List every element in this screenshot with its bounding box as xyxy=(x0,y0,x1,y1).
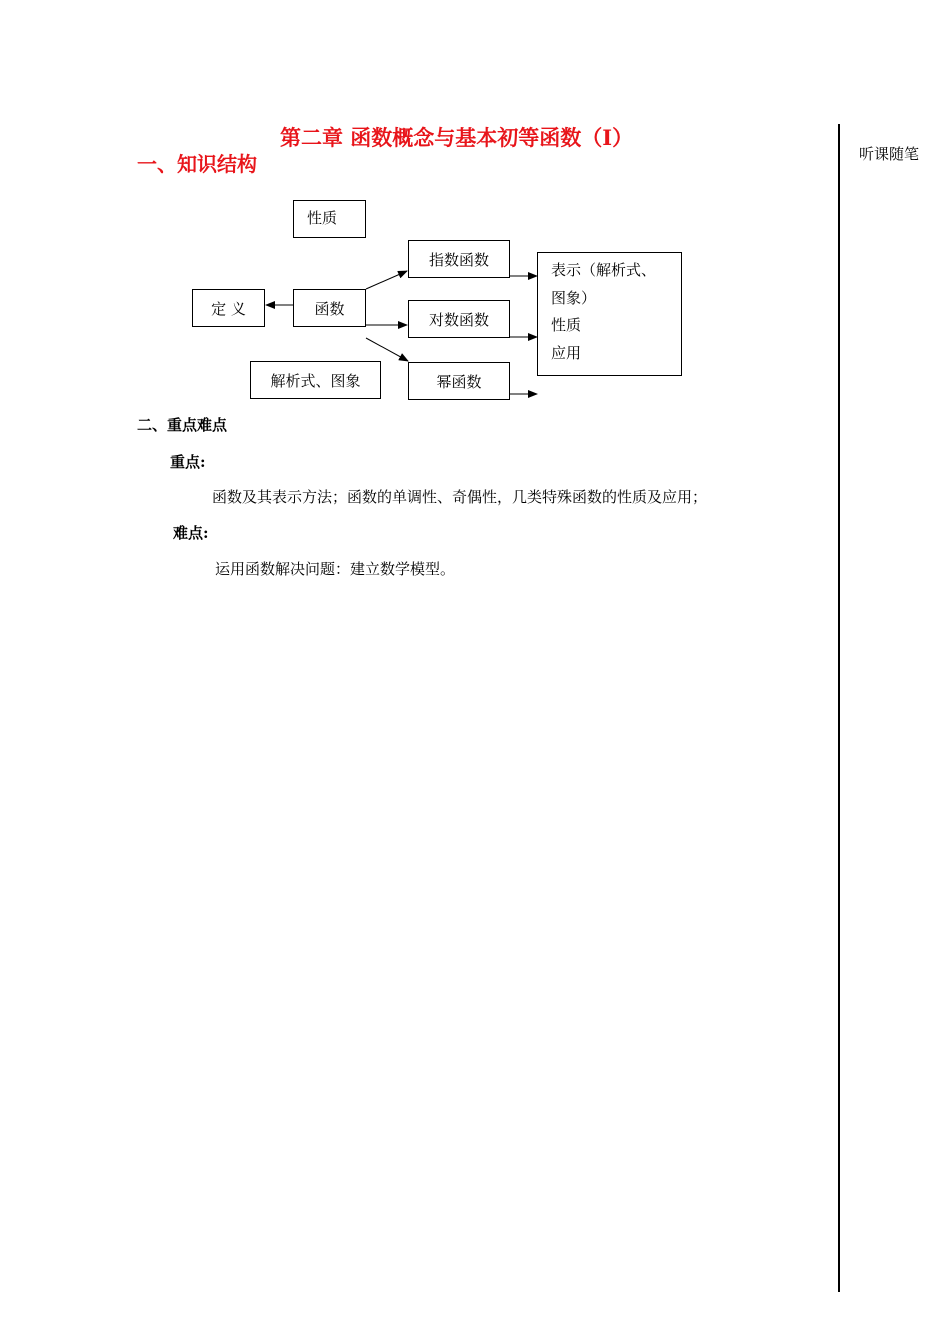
node-logarithmic-label: 对数函数 xyxy=(428,310,489,329)
margin-divider xyxy=(838,124,840,1292)
node-definition xyxy=(192,289,265,327)
detail-line: 性质 xyxy=(551,316,582,334)
node-function xyxy=(293,289,366,327)
detail-line: 应用 xyxy=(551,343,582,362)
notes-column-label: 听课随笔 xyxy=(859,145,920,163)
node-formula-graph-label: 解析式、图象 xyxy=(270,371,361,390)
node-logarithmic-function xyxy=(408,300,510,338)
node-representation-details xyxy=(537,252,682,376)
node-exponential-label: 指数函数 xyxy=(428,250,489,269)
arrow-function-to-exponential xyxy=(366,271,407,289)
node-power-label: 幂函数 xyxy=(436,372,482,391)
node-properties xyxy=(293,200,366,238)
key-points-label: 重点: xyxy=(170,453,206,471)
detail-line: 图象） xyxy=(551,288,597,307)
section-heading-knowledge-structure: 一、知识结构 xyxy=(137,152,257,176)
detail-line: 表示（解析式、 xyxy=(551,261,657,279)
document-title: 第二章 函数概念与基本初等函数（Ⅰ） xyxy=(280,125,634,150)
node-exponential-function xyxy=(408,240,510,278)
key-points-text: 函数及其表示方法；函数的单调性、奇偶性，几类特殊函数的性质及应用； xyxy=(212,488,708,506)
section-heading-key-difficulties: 二、重点难点 xyxy=(137,416,228,434)
difficulties-text: 运用函数解决问题：建立数学模型。 xyxy=(215,560,456,578)
arrow-function-to-power xyxy=(366,338,408,361)
difficulties-label: 难点: xyxy=(173,524,209,542)
node-definition-label: 定 义 xyxy=(211,299,246,318)
node-function-label: 函数 xyxy=(314,299,345,318)
node-properties-label: 性质 xyxy=(307,209,338,227)
node-formula-graph xyxy=(250,361,381,399)
node-power-function xyxy=(408,362,510,400)
